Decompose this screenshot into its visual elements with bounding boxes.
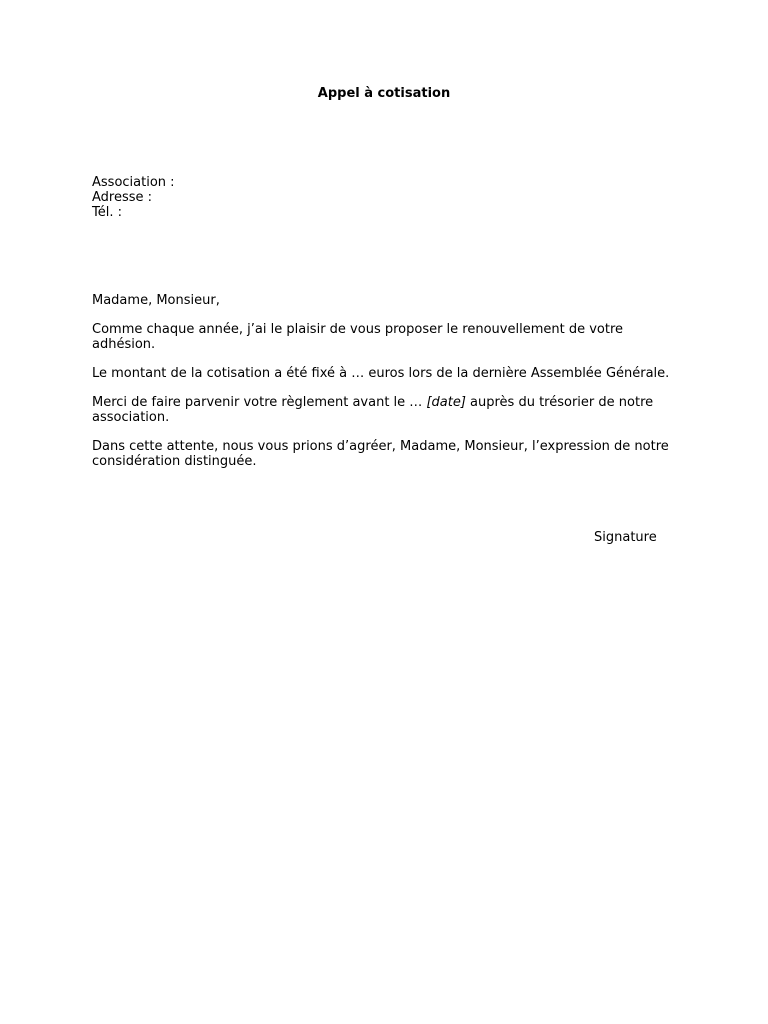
signature-label: Signature xyxy=(594,530,657,545)
date-placeholder: [date] xyxy=(426,395,466,410)
association-line: Association : xyxy=(92,175,175,190)
salutation: Madame, Monsieur, xyxy=(92,293,220,308)
address-line: Adresse : xyxy=(92,190,153,205)
closing-paragraph: Dans cette attente, nous vous prions d’agréer, Madame, Monsieur, l’expression de notre considération distinguée. xyxy=(92,439,669,469)
document-title: Appel à cotisation xyxy=(317,86,451,101)
paragraph-renewal: Comme chaque année, j’ai le plaisir de vous proposer le renouvellement de votre adhésion. xyxy=(92,322,624,352)
payment-text-after: auprès du trésorier de notre association. xyxy=(92,395,654,425)
phone-line: Tél. : xyxy=(92,205,122,220)
payment-text-before: Merci de faire parvenir votre règlement avant le … xyxy=(92,395,427,410)
sender-header xyxy=(92,175,692,220)
paragraph-payment xyxy=(92,395,682,425)
letter-body xyxy=(92,293,682,483)
paragraph-amount: Le montant de la cotisation a été fixé à … euros lors de la dernière Assemblée Générale. xyxy=(92,366,670,381)
